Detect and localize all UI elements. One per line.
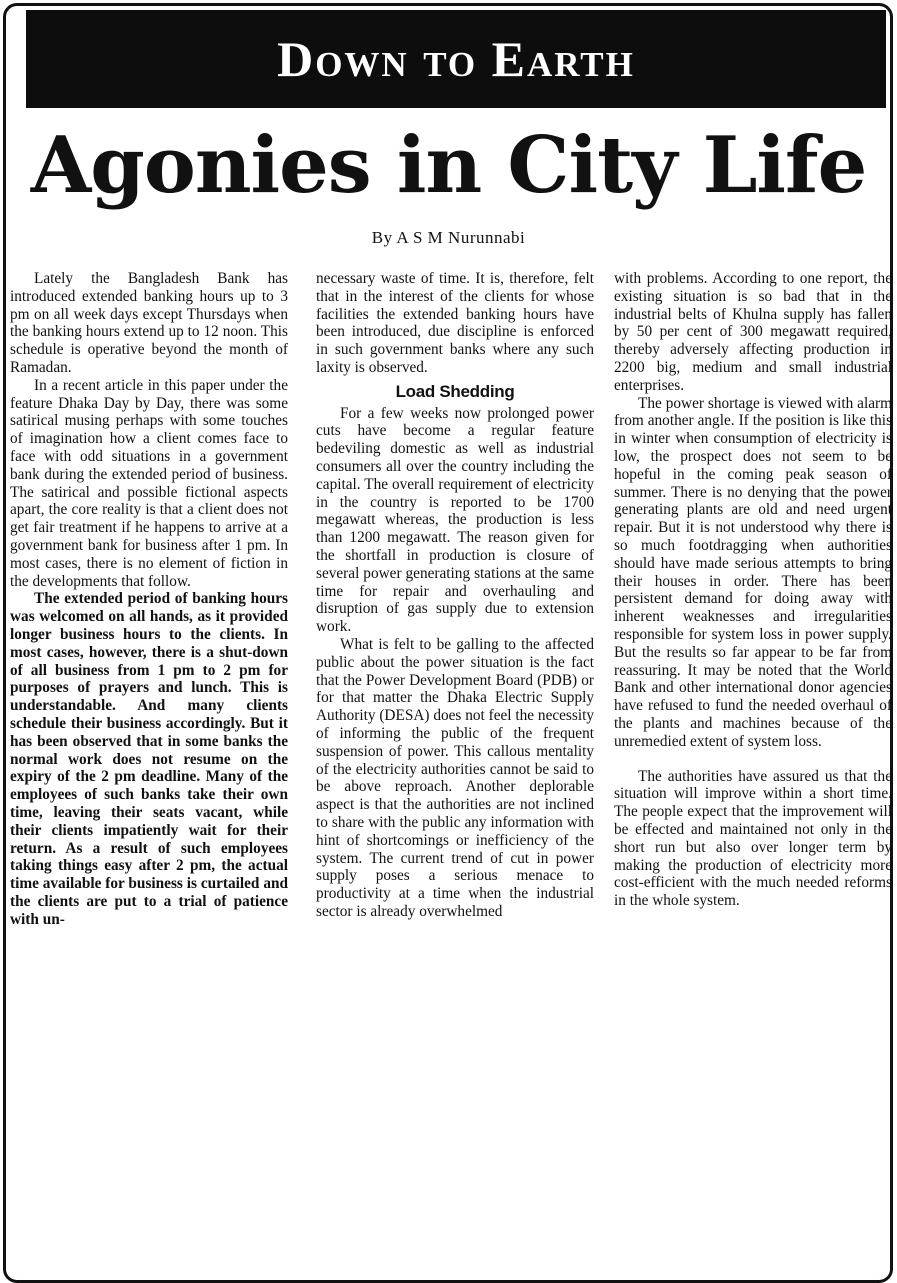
section-banner [26,10,886,108]
paragraph: The power shortage is viewed with alarm from another angle. If the position is like this in winter when consumption of electricity is low, the prospect does not seem to be hopeful in the coming peak season of summer. There is no denying that the power generating plants are old and need urgent repair. But it is not understood why there is so much footdragging when authorities should have made serious attempts to bring their houses in order. There has been persistent demand for doing away with inherent weaknesses and irregularities responsible for system loss in power supply. But the results so far appear to be far from reassuring. It may be noted that the World Bank and other international donor agencies have refused to fund the needed overhaul of the plants and machines because of the unremedied extent of system loss. [614,394,892,750]
paragraph: What is felt to be galling to the affected public about the power situation is the fact that the Power Development Board (PDB) or for that matter the Dhaka Electric Supply Authority (DESA) does not feel the necessity of informing the public of the frequent suspension of power. This callous mentality of the electricity authorities cannot be said to be above reproach. Another deplorable aspect is that the authorities are not inclined to share with the public any information with hint of shortcomings or inefficiency of the system. The current trend of cut in power supply poses a serious menace to productivity at a time when the industrial sector is already overwhelmed [316,635,594,920]
headline: Agonies in City Life [30,120,867,211]
byline: By A S M Nurunnabi [371,228,526,247]
paragraph: necessary waste of time. It is, therefore, felt that in the interest of the clients for whose facilities the extended banking hours have been introduced, due discipline is enforced in such government banks where any such laxity is observed. [316,270,594,376]
article-column-1 [10,270,288,1245]
paragraph: Lately the Bangladesh Bank has introduced extended banking hours up to 3 pm on all week days except Thursdays when the banking hours extend up to 12 noon. This schedule is operative beyond the month of Ramadan. [10,270,288,376]
paragraph: The authorities have assured us that the situation will improve within a short time. The people expect that the improvement will be effected and maintained not only in the short run but also over longer term by making the production of electricity more cost-efficient with the much needed reforms in the whole system. [614,767,892,910]
section-banner-title: Down to Earth [277,31,635,87]
article-body [10,270,890,1250]
paragraph: The extended period of banking hours was welcomed on all hands, as it provided longer business hours to the clients. In most cases, however, there is a shut-down of all business from 1 pm to 2 pm for purposes of prayers and lunch. This is understandable. And many clients schedule their business accordingly. But it has been observed that in some banks the normal work does not resume on the expiry of the 2 pm deadline. Many of the employees of such banks take their own time, leaving their seats vacant, while their clients impatiently wait for their return. As a result of such employees taking things easy after 2 pm, the actual time available for business is curtailed and the clients are put to a trial of patience with un- [10,590,288,928]
article-column-2 [316,270,594,1245]
paragraph: For a few weeks now prolonged power cuts have become a regular feature bedeviling domestic as well as industrial consumers all over the country including the capital. The overall requirement of electricity in the country is reported to be 1700 megawatt whereas, the production is less than 1200 megawatt. The reason given for the shortfall in production is closure of several power generating stations at the same time for repair and overhauling and disruption of gas supply due to extension work. [316,404,594,636]
paragraph: with problems. According to one report, the existing situation is so bad that in the industrial belts of Khulna supply has fallen by 50 per cent of 300 megawatt required, thereby adversely affecting production in 2200 big, medium and small industrial enterprises. [614,270,892,394]
article-column-3 [614,270,892,1245]
subheading: Load Shedding [395,381,515,401]
paragraph: In a recent article in this paper under the feature Dhaka Day by Day, there was some satirical musing perhaps with some touches of imagination how a client comes face to face with odd situations in a government bank during the extended period of business. The satirical and possible fictional aspects apart, the core reality is that a client does not get fair treatment if he happens to arrive at a government bank for business after 1 pm. In most cases, there is no element of fiction in the developments that follow. [10,376,288,590]
